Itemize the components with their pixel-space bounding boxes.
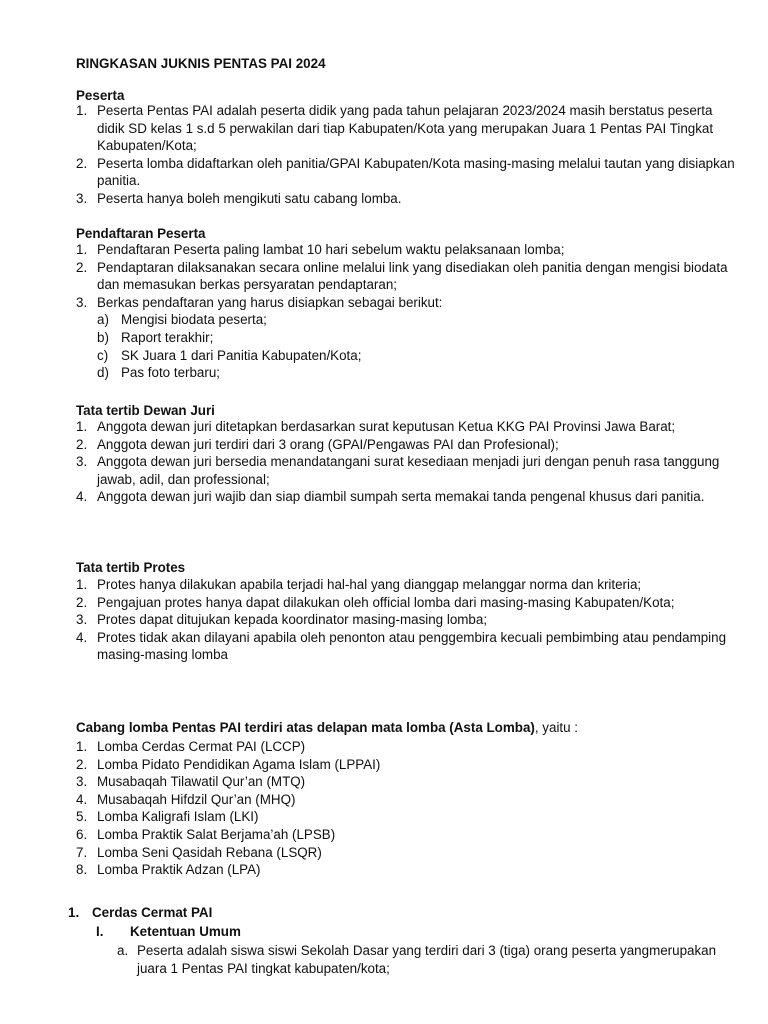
section-heading-cerdas-cermat: 1. Cerdas Cermat PAI [68,905,213,920]
sub-list-item: a) Mengisi biodata peserta; [97,312,267,328]
list-protes [76,576,736,664]
list-item: 1. Anggota dewan juri ditetapkan berdasarkan surat keputusan Ketua KKG PAI Provinsi Jawa Barat; [76,419,676,434]
heading-protes: Tata tertib Protes [76,560,186,575]
heading-cabang-lomba: Cabang lomba Pentas PAI terdiri atas delapan mata lomba (Asta Lomba), yaitu : [76,720,579,735]
list-item: 2. Lomba Pidato Pendidikan Agama Islam (LPPAI) [76,756,381,772]
heading-peserta: Peserta [76,88,125,103]
list-item: 6. Lomba Praktik Salat Berjama’ah (LPSB) [76,826,336,842]
list-item: 2. Pendaptaran dilaksanakan secara online melalui link yang disediakan oleh panitia dengan mengisi biodata dan memasukan berkas persyaratan pendaptaran; [76,259,728,293]
sub-list-item: b) Raport terakhir; [97,329,214,345]
list-pendaftaran [76,241,736,382]
list-item: 3. Berkas pendaftaran yang harus disiapkan sebagai berikut: a) Mengisi biodata peserta; b) Raport terakhir; c) SK Juara 1 dari Panitia Kabupaten/Kota; d) Pas foto terbaru; [76,294,736,382]
ketentuan-item: a. Peserta adalah siswa siswi Sekolah Dasar yang terdiri dari 3 (tiga) orang peserta yangmerupakan juara 1 Pentas PAI tingkat kabupaten/kota; [117,943,717,976]
document-title: RINGKASAN JUKNIS PENTAS PAI 2024 [76,56,326,71]
list-item: 7. Lomba Seni Qasidah Rebana (LSQR) [76,844,322,860]
list-peserta [76,102,736,208]
list-item: 3. Anggota dewan juri bersedia menandatangani surat kesediaan menjadi juri dengan penuh rasa tanggung jawab, adil, dan professional; [76,454,720,487]
heading-pendaftaran: Pendaftaran Peserta [76,226,206,241]
list-item: 3. Peserta hanya boleh mengikuti satu cabang lomba. [76,190,402,206]
list-item: 4. Anggota dewan juri wajib dan siap diambil sumpah serta memakai tanda pengenal khusus dari panitia. [76,489,705,505]
list-item: 3. Protes dapat ditujukan kepada koordinator masing-masing lomba; [76,612,488,628]
sub-list-item: d) Pas foto terbaru; [97,365,220,381]
list-item: 1. Pendaftaran Peserta paling lambat 10 hari sebelum waktu pelaksanaan lomba; [76,242,565,257]
list-item: 3. Musabaqah Tilawatil Qur’an (MTQ) [76,774,306,790]
list-item: 2. Anggota dewan juri terdiri dari 3 orang (GPAI/Pengawas PAI dan Profesional); [76,436,559,452]
list-item: 1. Lomba Cerdas Cermat PAI (LCCP) [76,739,306,754]
sub-list-berkas [97,311,736,381]
list-dewan-juri [76,418,736,506]
sub-list-item: c) SK Juara 1 dari Panitia Kabupaten/Kota; [97,347,362,363]
list-item: 1. Protes hanya dilakukan apabila terjadi hal-hal yang dianggap melanggar norma dan kriteria; [76,577,642,592]
list-item: 8. Lomba Praktik Adzan (LPA) [76,862,261,878]
list-cabang-lomba [76,738,736,879]
list-item: 2. Pengajuan protes hanya dapat dilakukan oleh official lomba dari masing-masing Kabupaten/Kota; [76,594,675,610]
list-item: 2. Peserta lomba didaftarkan oleh panitia/GPAI Kabupaten/Kota masing-masing melalui tautan yang disiapkan panitia. [76,155,735,189]
heading-dewan-juri: Tata tertib Dewan Juri [76,403,215,418]
list-item: 1. Peserta Pentas PAI adalah peserta didik yang pada tahun pelajaran 2023/2024 masih berstatus peserta didik SD kelas 1 s.d 5 perwakilan dari tiap Kabupaten/Kota yang merupakan Juara 1 Pentas PAI Tingkat Kabupaten/Kota; [76,103,714,154]
list-item: 5. Lomba Kaligrafi Islam (LKI) [76,809,259,825]
list-item: 4. Musabaqah Hifdzil Qur’an (MHQ) [76,791,296,807]
list-item: 4. Protes tidak akan dilayani apabila oleh penonton atau penggembira kecuali pembimbing atau pendamping masing-masing lomba [76,629,727,663]
subsection-heading-ketentuan-umum: I. Ketentuan Umum [96,924,241,939]
